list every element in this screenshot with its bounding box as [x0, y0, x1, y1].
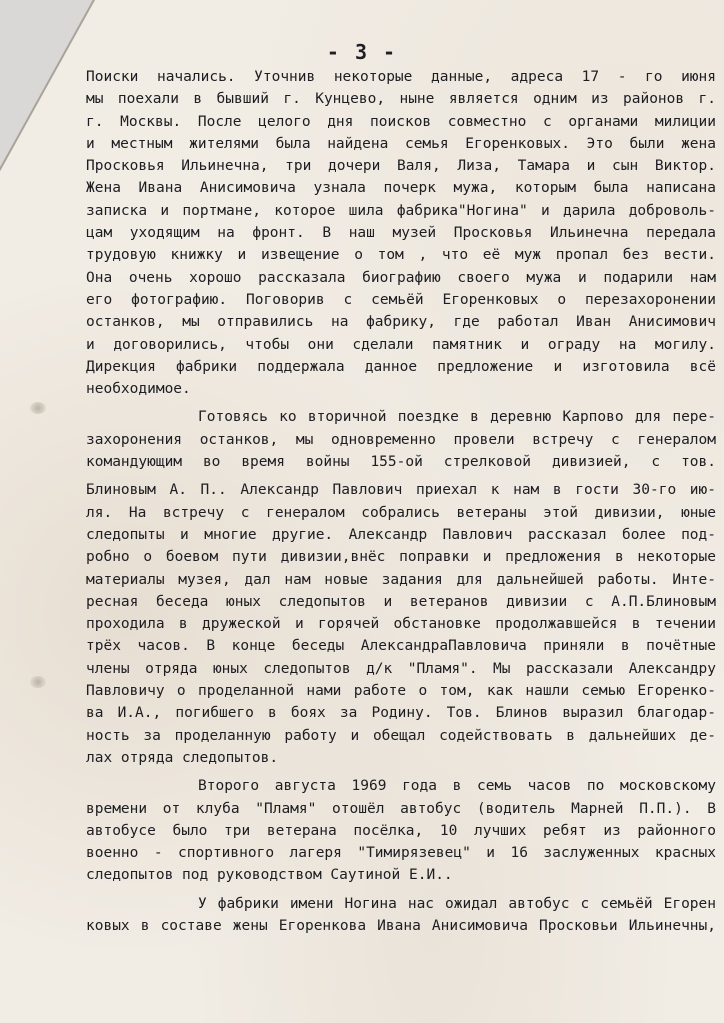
text-line: его фотографию. Поговорив с семьёй Егоренковых о перезахоронении	[86, 291, 716, 308]
text-line: ковых в составе жены Егоренкова Ивана Анисимовича Просковьи Ильинечны,	[86, 917, 716, 934]
text-line: члены отряда юных следопытов д/к "Пламя". Мы рассказали Александру	[86, 660, 716, 677]
text-line: Второго августа 1969 года в семь часов по московскому	[198, 778, 716, 795]
page-number: - 3 -	[326, 40, 398, 64]
text-line: мы поехали в бывший г. Кунцево, ныне является одним из районов г.	[86, 91, 716, 108]
text-line: автобусе было три ветерана посёлка, 10 лучших ребят из районного	[86, 822, 716, 839]
text-line: следопыты и многие другие. Александр Павлович рассказал более под-	[86, 526, 716, 543]
punch-hole-mark	[30, 676, 46, 688]
text-line: цам уходящим на фронт. В наш музей Просковья Ильинечна передала	[86, 225, 716, 242]
text-line: захоронения останков, мы одновременно провели встречу с генералом	[86, 431, 716, 448]
text-line: Готовясь ко вторичной поездке в деревню Карпово для пере-	[198, 409, 716, 426]
text-line: Она очень хорошо рассказала биографию своего мужа и подарили нам	[86, 269, 716, 286]
text-line: останков, мы отправились на фабрику, где работал Иван Анисимович	[86, 314, 716, 331]
text-line: необходимое.	[86, 381, 191, 398]
text-line: командующим во время войны 155-ой стрелковой дивизией, с тов.	[86, 454, 716, 471]
text-line: Поиски начались. Уточнив некоторые данные, адреса 17 - го июня	[86, 69, 716, 85]
text-line: У фабрики имени Ногина нас ожидал автобус с семьёй Егорен	[198, 895, 716, 912]
text-line: лах отряда следопытов.	[86, 749, 279, 766]
text-line: Просковья Ильинечна, три дочери Валя, Лиза, Тамара и сын Виктор.	[86, 158, 716, 175]
text-line: и местным жителями была найдена семья Егоренковых. Это были жена	[86, 135, 716, 152]
text-line: военно - спортивного лагеря "Тимирязевец" и 16 заслуженных красных	[86, 845, 716, 862]
text-line: записка и портмане, которое шила фабрика"Ногина" и дарила доброволь-	[86, 202, 716, 219]
text-line: робно о боевом пути дивизии,внёс поправки и предложения в некоторые	[86, 549, 716, 566]
text-line: и договорились, чтобы они сделали памятник и ограду на могилу.	[86, 336, 716, 353]
text-line: Блиновым А. П.. Александр Павлович приехал к нам в гости 30-го ию-	[86, 482, 716, 499]
text-line: ресная беседа юных следопытов и ветеранов дивизии с А.П.Блиновым	[86, 593, 716, 610]
text-line: ность за проделанную работу и обещал содействовать в дальнейших де-	[86, 727, 716, 744]
text-line: Павловичу о проделанной нами работе о том, как нашли семью Егоренко-	[86, 683, 716, 700]
text-line: проходила в дружеской и горячей обстановке продолжавшейся в течении	[86, 616, 716, 633]
text-line: времени от клуба "Пламя" отошёл автобус (водитель Марней П.П.). В	[86, 800, 716, 817]
text-line: Дирекция фабрики поддержала данное предложение и изготовила всё	[86, 358, 716, 375]
text-line: материалы музея, дал нам новые задания для дальнейшей работы. Инте-	[86, 571, 716, 588]
text-line: трудовую книжку и извещение о том , что её муж пропал без вести.	[86, 247, 716, 264]
text-line: ля. На встречу с генералом собрались ветераны этой дивизии, юные	[86, 504, 716, 521]
typed-text-body	[86, 66, 716, 937]
text-line: г. Москвы. После целого дня поисков совместно с органами милиции	[86, 113, 716, 130]
text-line: следопытов под руководством Саутиной Е.И..	[86, 867, 453, 884]
punch-hole-mark	[30, 402, 46, 414]
text-line: ва И.А., погибшего в боях за Родину. Тов. Блинов выразил благодар-	[86, 705, 716, 722]
text-line: трёх часов. В конце беседы АлександраПавловича приняли в почётные	[86, 638, 716, 655]
text-line: Жена Ивана Анисимовича узнала почерк мужа, которым была написана	[86, 180, 716, 197]
